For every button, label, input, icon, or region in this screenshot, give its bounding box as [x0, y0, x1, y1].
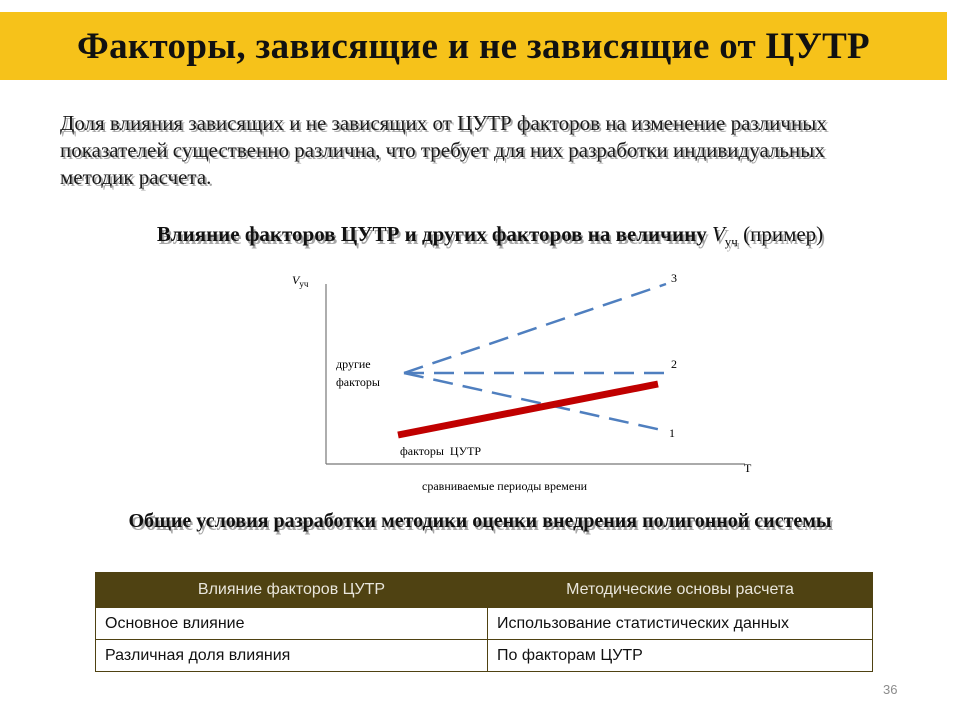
intro-paragraph: Доля влияния зависящих и не зависящих от ЦУТР факторов на изменение различных показателей существенно различна, что требует для них разработки индивидуальных методик расчета.: [60, 111, 827, 189]
table-header: Влияние факторов ЦУТР: [96, 573, 488, 608]
conditions-table: [95, 572, 873, 672]
page-title: Факторы, зависящие и не зависящие от ЦУТР: [77, 25, 870, 67]
table-cell: Использование статистических данных: [488, 608, 873, 640]
cutr-factors-line: [398, 384, 658, 435]
table-cell: По факторам ЦУТР: [488, 640, 873, 672]
table-header-row: [96, 573, 873, 608]
cutr-factors-label: факторы ЦУТР: [400, 444, 482, 458]
section-title: Общие условия разработки методики оценки внедрения полигонной системы: [128, 510, 832, 532]
x-axis-label: T: [744, 461, 752, 475]
line-label-2: 2: [671, 357, 677, 371]
chart-title-text: Влияние факторов ЦУТР и других факторов на величину: [156, 222, 707, 246]
line-label-1: 1: [669, 426, 675, 440]
table-header: Методические основы расчета: [488, 573, 873, 608]
chart-title-suffix: (пример): [743, 222, 824, 246]
title-bar: [0, 12, 947, 80]
page-number: 36: [883, 682, 898, 697]
table-cell: Основное влияние: [96, 608, 488, 640]
other-factors-label: другие факторы: [336, 357, 380, 389]
factors-diagram: [280, 262, 780, 502]
y-axis-label: $V_{уч}$: [292, 273, 309, 289]
dashed-line-1: [404, 373, 666, 431]
table-row: [96, 608, 873, 640]
table-row: [96, 640, 873, 672]
x-axis-caption: сравниваемые периоды времени: [422, 479, 588, 493]
chart-title-variable: $V_{уч}$: [711, 222, 738, 250]
chart-title: [60, 222, 920, 250]
table-cell: Различная доля влияния: [96, 640, 488, 672]
line-label-3: 3: [671, 271, 677, 285]
dashed-line-3: [404, 284, 666, 373]
